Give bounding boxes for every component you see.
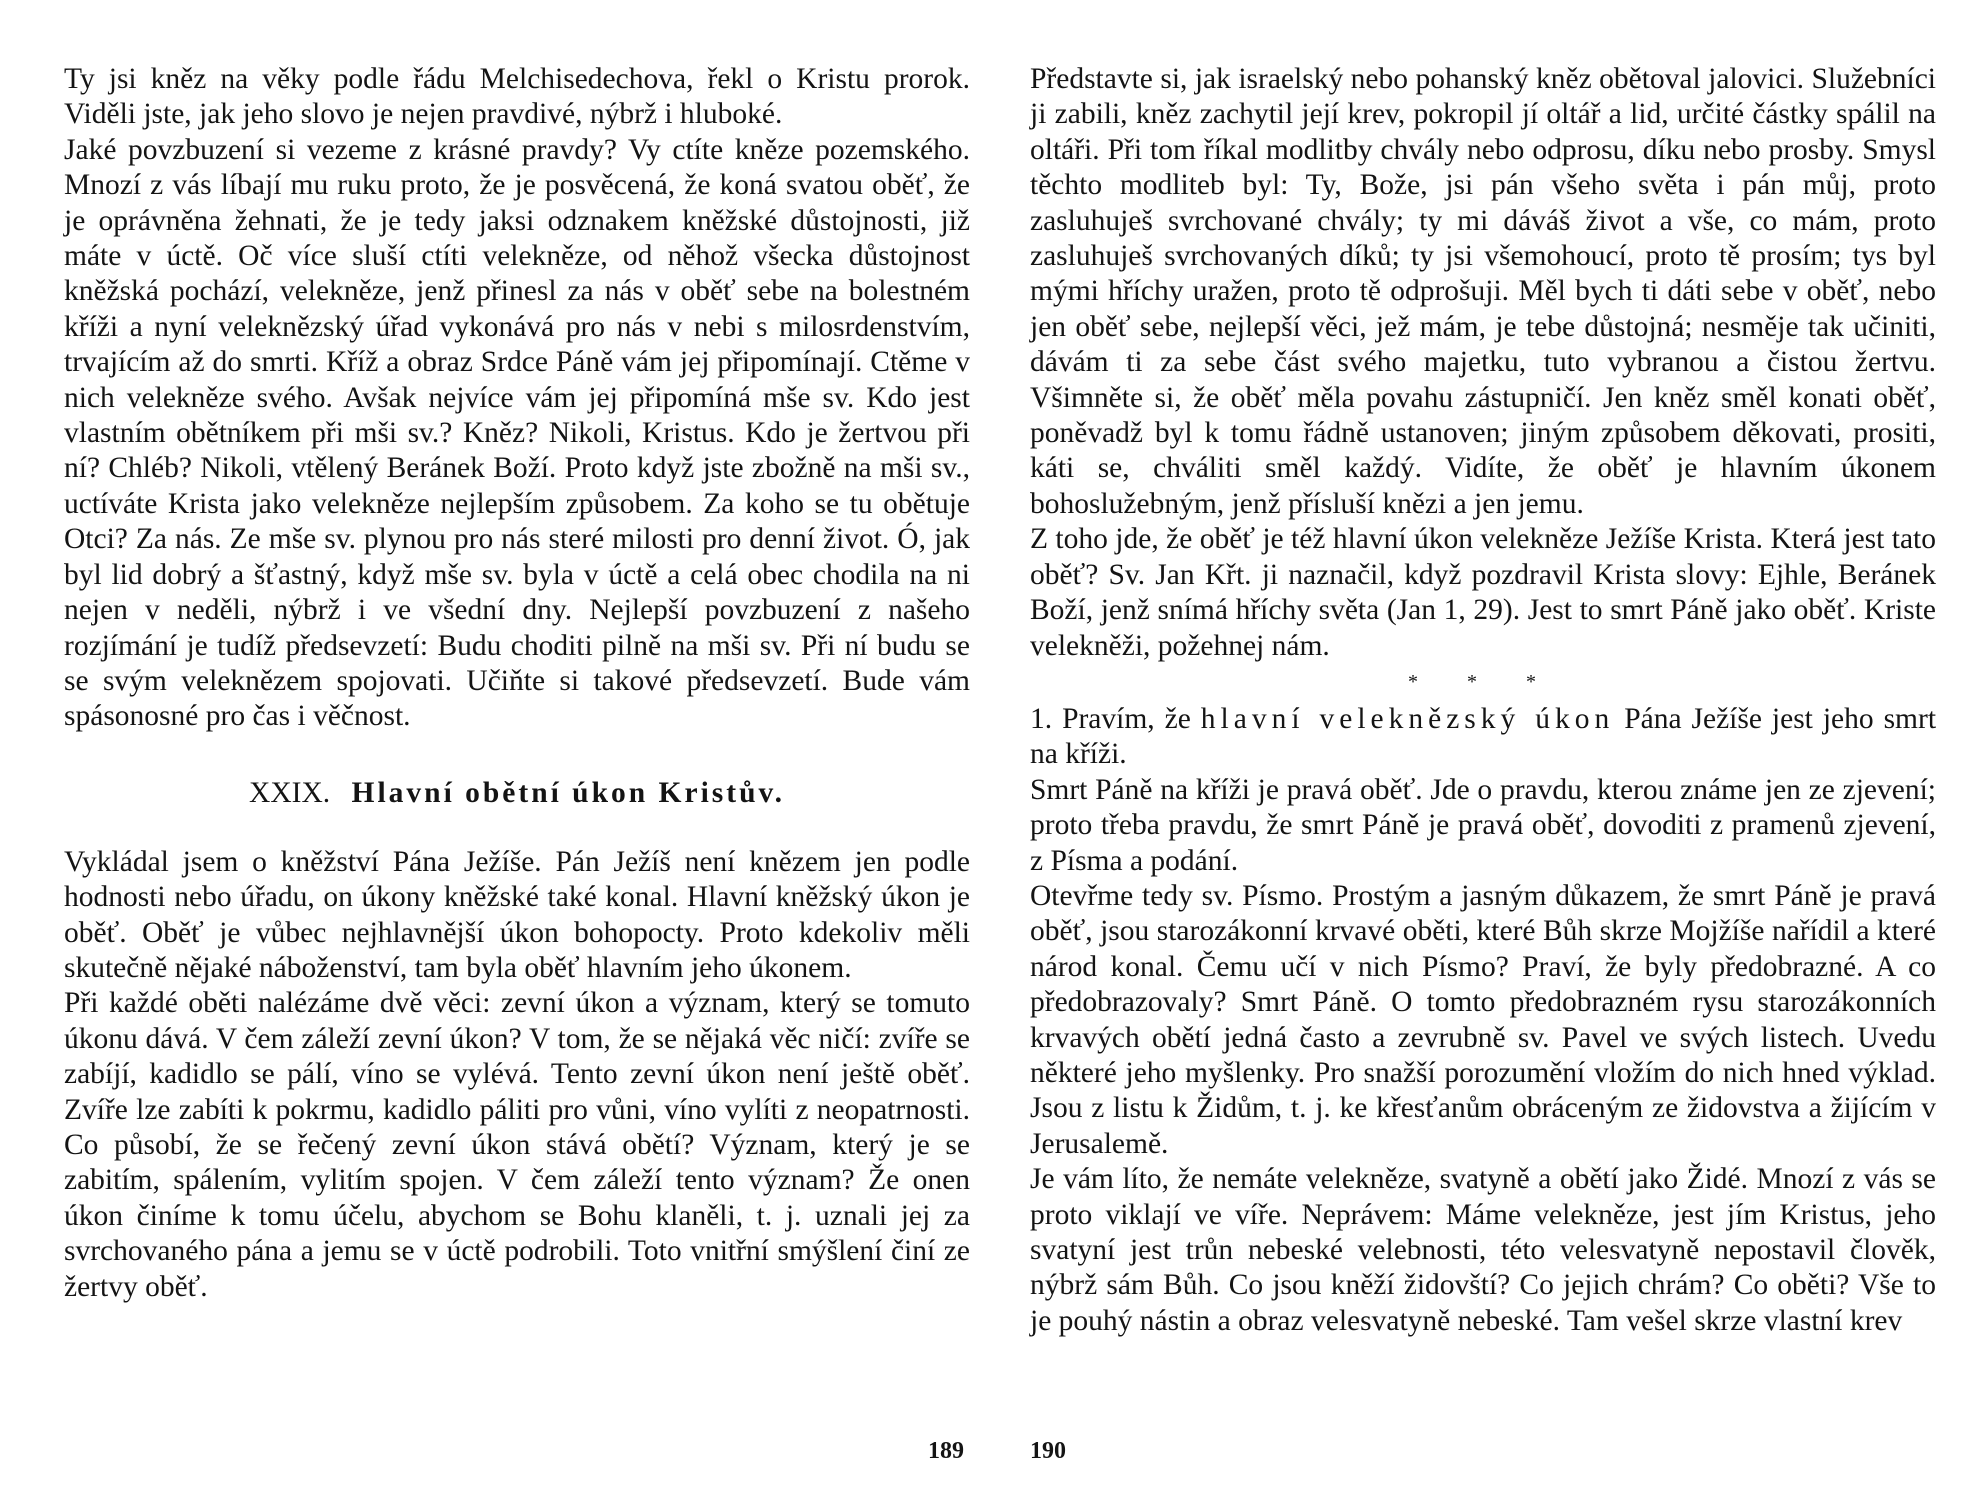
paragraph: Z toho jde, že oběť je též hlavní úkon velekněze Ježíše Krista. Která jest tato oběť? Sv. Jan Křt. ji naznačil, když pozdravil Krista slovy: Ejhle, Beránek Boží, jenž snímá hříchy světa (Jan 1, 29). Jest to smrt Páně jako oběť. Kriste velekněži, požehnej nám. xyxy=(1030,523,1936,662)
paragraph: Je vám líto, že nemáte velekněze, svatyně a obětí jako Židé. Mnozí z vás se proto viklají ve víře. Neprávem: Máme velekněze, jest jím Kristus, jeho svatyní jest trůn nebeské velebnosti, této velesvatyně nepostavil člověk, nýbrž sám Bůh. Co jsou kněží židovští? Co jejich chrám? Co oběti? Vše to je pouhý nástin a obraz velesvatyně nebeské. Tam vešel skrze vlastní krev xyxy=(1030,1163,1936,1337)
paragraph xyxy=(1030,702,1936,773)
paragraph: Jaké povzbuzení si vezeme z krásné pravdy? Vy ctíte kněze pozemského. Mnozí z vás líbají mu ruku proto, že je posvěcená, že koná svatou oběť, že je oprávněna žehnati, že je tedy jaksi odznakem kněžské důstojnosti, již máte v úctě. Oč více sluší ctíti velekněze, od něhož všecka důstojnost kněžská pochází, velekněze, jenž přinesl za nás v oběť sebe na bolestném kříži a nyní veleknězský úřad vykonává pro nás v nebi s milosrdenstvím, trvajícím až do smrti. Kříž a obraz Srdce Páně vám jej připomínají. Ctěme v nich velekněze svého. Avšak nejvíce vám jej připomíná mše sv. Kdo jest vlastním obětníkem při mši sv.? Kněz? Nikoli, Kristus. Kdo je žertvou při ní? Chléb? Nikoli, vtělený Beránek Boží. Proto když jste zbožně na mši sv., uctíváte Krista jako velekněze nejlepším způsobem. Za koho se tu obětuje Otci? Za nás. Ze mše sv. plynou pro nás steré milosti pro denní život. Ó, jak byl lid dobrý a šťastný, když mše sv. byla v úctě a celá obec chodila na ni nejen v neděli, nýbrž i ve všední dny. Nejlepší povzbuzení z našeho rozjímání je tudíž předsevzetí: Budu choditi pilně na mši sv. Při ní budu se se svým veleknězem spojovati. Učiňte si takové předsevzetí. Bude vám spásonosné pro čas i věčnost. xyxy=(64,133,970,733)
paragraph: Při každé oběti nalézáme dvě věci: zevní úkon a význam, který se tomuto úkonu dává. V čem záleží zevní úkon? V tom, že se nějaká věc ničí: zvíře se zabíjí, kadidlo se pálí, víno se vylévá. Tento zevní úkon není ještě oběť. Zvíře lze zabíti k pokrmu, kadidlo páliti pro vůni, víno vylíti z neopatrnosti. Co působí, že se řečený zevní úkon stává obětí? Význam, který je se zabitím, spálením, vylitím spojen. V čem záleží tento význam? Že onen úkon činíme k tomu účelu, abychom se Bohu klaněli, t. j. uznali jej za svrchovaného pána a jemu se v úctě podrobili. Toto vnitřní smýšlení činí ze žertvy oběť. xyxy=(64,987,970,1303)
page-number-right: 190 xyxy=(1030,1438,1066,1464)
paragraph: Ty jsi kněz na věky podle řádu Melchisedechova, řekl o Kristu prorok. Viděli jste, jak jeho slovo je nejen pravdivé, nýbrž i hluboké. xyxy=(64,63,970,131)
left-page xyxy=(64,62,970,1305)
paragraph-end: Pána Ježíše jest jeho smrt na kříži. xyxy=(1030,702,1937,771)
paragraph-start: 1. Pravím, že xyxy=(1030,702,1191,735)
chapter-number: XXIX. xyxy=(249,776,331,809)
section-separator: * * * xyxy=(1408,670,1558,693)
paragraph: Otevřme tedy sv. Písmo. Prostým a jasným důkazem, že smrt Páně je pravá oběť, jsou starozákonní krvavé oběti, které Bůh skrze Mojžíše nařídil a které národ konal. Čemu učí v nich Písmo? Praví, že byly předobrazné. A co předobrazovaly? Smrt Páně. O tomto předobrazném rysu starozákonních krvavých obětí jedná často a zevrubně sv. Pavel ve svých listech. Uvedu některé jeho myšlenky. Pro snažší porozumění vložím do nich hned výklad. Jsou z listu k Židům, t. j. ke křesťanům obráceným ze židovstva a žijícím v Jerusalemě. xyxy=(1030,879,1936,1160)
right-page xyxy=(1030,62,1936,1339)
paragraph: Smrt Páně na kříži je pravá oběť. Jde o pravdu, kterou známe jen ze zjevení; proto třeba pravdu, že smrt Páně je pravá oběť, dovoditi z pramenů zjevení, z Písma a podání. xyxy=(1030,773,1936,877)
paragraph: Vykládal jsem o kněžství Pána Ježíše. Pán Ježíš není knězem jen podle hodnosti nebo úřadu, on úkony kněžské také konal. Hlavní kněžský úkon je oběť. Oběť je vůbec nejhlavnější úkon bohopocty. Proto kdekoliv měli skutečně nějaké náboženství, tam byla oběť hlavním jeho úkonem. xyxy=(64,845,970,984)
chapter-title: Hlavní obětní úkon Kristův. xyxy=(351,776,785,809)
page-number-left: 189 xyxy=(928,1438,964,1464)
paragraph: Představte si, jak israelský nebo pohanský kněz obětoval jalovici. Služebníci ji zabili, kněz zachytil její krev, pokropil jí oltář a lid, určité částky spálil na oltáři. Při tom říkal modlitby chvály nebo odprosu, díku nebo prosby. Smysl těchto modliteb byl: Ty, Bože, jsi pán všeho světa i pán můj, proto zasluhuješ svrchované chvály; ty mi dáváš život a vše, co mám, proto zasluhuješ svrchovaných díků; ty jsi všemohoucí, proto tě prosím; tys byl mými hříchy uražen, proto tě odprošuji. Měl bych ti dáti sebe v oběť, nebo jen oběť sebe, nejlepší věci, jež mám, je tebe důstojná; nesměje tak učiniti, dávám ti za sebe část svého majetku, tuto vybranou a čistou žertvu. Všimněte si, že oběť měla povahu zástupničí. Jen kněz směl konati oběť, poněvadž byl k tomu řádně ustanoven; jiným způsobem děkovati, prositi, káti se, chváliti směl každý. Vidíte, že oběť je hlavním úkonem bohoslužebným, jenž přísluší knězi a jen jemu. xyxy=(1030,63,1936,520)
spaced-emphasis: hlavní veleknězský úkon xyxy=(1200,702,1615,735)
chapter-heading xyxy=(64,775,970,811)
